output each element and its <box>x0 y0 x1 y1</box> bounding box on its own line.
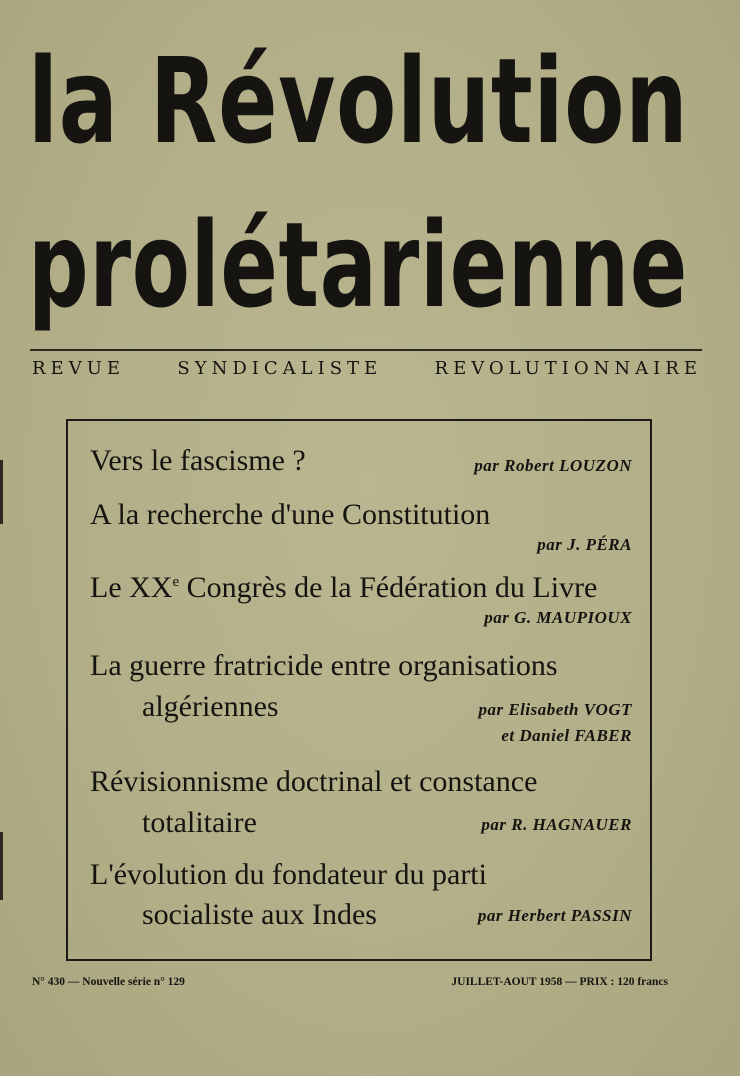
article-title: L'évolution du fondateur du parti <box>90 858 487 891</box>
edge-mark <box>0 460 3 524</box>
issue-number: N° 430 — Nouvelle série n° 129 <box>32 976 185 988</box>
article-title-continued: algériennes <box>142 690 279 723</box>
article-title-superscript: e <box>172 574 180 590</box>
article-title: Révisionnisme doctrinal et constance <box>90 765 538 798</box>
masthead-rule <box>30 349 702 351</box>
article-author: par J. PÉRA <box>537 535 632 554</box>
masthead-line-1: la Révolution <box>28 32 689 170</box>
article-title-part: Le XX <box>90 571 173 604</box>
subtitle <box>32 358 702 379</box>
subtitle-word-syndicaliste: SYNDICALISTE <box>177 358 383 379</box>
article-author: par Elisabeth VOGT <box>478 700 632 719</box>
article-title <box>90 573 597 603</box>
article-author: par Robert LOUZON <box>474 456 632 475</box>
article-title-part: Congrès de la Fédération du Livre <box>179 571 598 604</box>
article-title: La guerre fratricide entre organisations <box>90 649 558 682</box>
subtitle-word-revolutionnaire: REVOLUTIONNAIRE <box>434 358 702 379</box>
subtitle-word-revue: REVUE <box>32 358 126 379</box>
article-title-continued: totalitaire <box>142 806 257 839</box>
edge-mark <box>0 832 3 900</box>
article-author: et Daniel FABER <box>501 726 632 745</box>
article-author: par Herbert PASSIN <box>477 906 632 925</box>
masthead-line-2: prolétarienne <box>28 196 688 334</box>
article-author: par G. MAUPIOUX <box>484 608 632 627</box>
date-and-price: JUILLET-AOUT 1958 — PRIX : 120 francs <box>451 976 668 988</box>
article-title: A la recherche d'une Constitution <box>90 498 491 531</box>
article-title: Vers le fascisme ? <box>90 444 306 477</box>
article-author: par R. HAGNAUER <box>481 815 632 834</box>
article-title-continued: socialiste aux Indes <box>142 898 377 931</box>
